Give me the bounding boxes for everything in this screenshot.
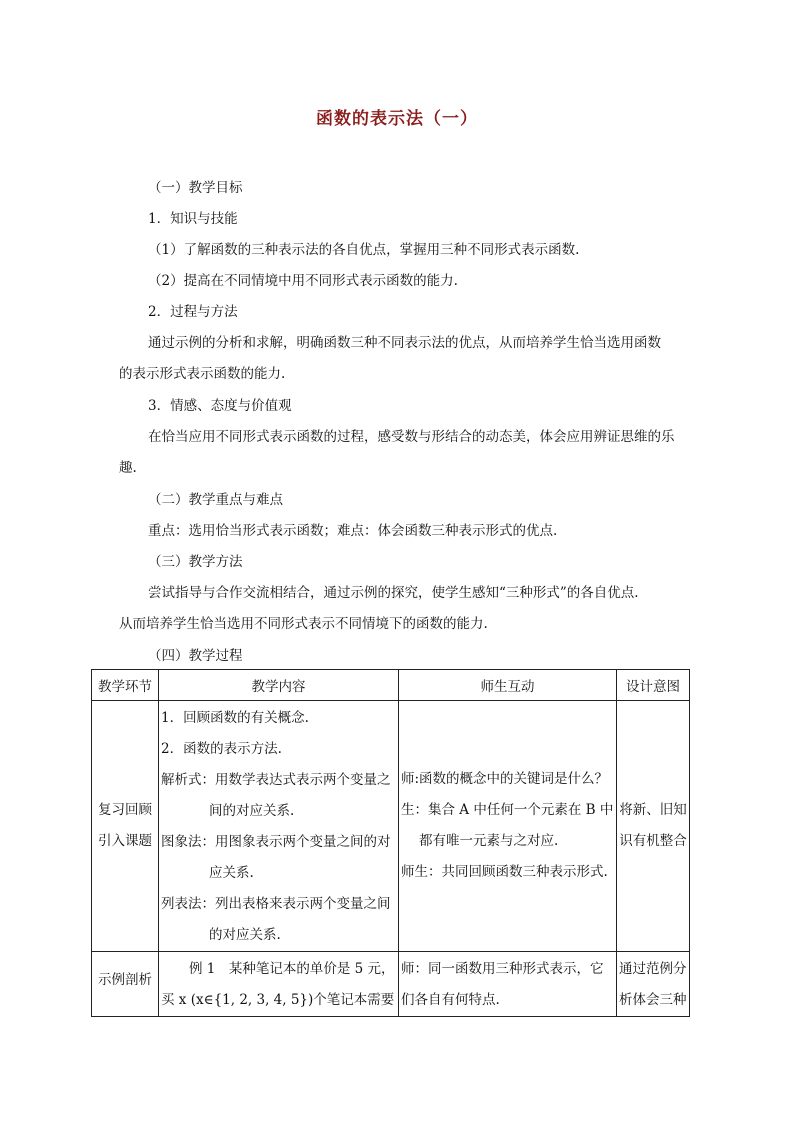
- paragraph-continuation: 趣.: [119, 460, 137, 476]
- paragraph: （2）提高在不同情境中用不同形式表示函数的能力.: [148, 273, 458, 289]
- interaction-line: 师：同一函数用三种形式表示，它: [401, 961, 604, 977]
- interaction-line: 师生：共同回顾函数三种表示形式.: [401, 864, 608, 880]
- interaction-line: 生：集合 A 中任何一个元素在 B 中: [401, 802, 614, 818]
- intent-line: 将新、旧知: [619, 802, 687, 818]
- content-line: 图象法：用图象表示两个变量之间的对: [161, 834, 391, 850]
- content-line: 例 1 某种笔记本的单价是 5 元，: [189, 961, 395, 977]
- content-line: 2．函数的表示方法.: [161, 741, 282, 757]
- content-line: 买 x (x∈{1, 2, 3, 4, 5})个笔记本需要: [161, 992, 395, 1008]
- content-cell: [159, 952, 399, 1017]
- content-line: 间的对应关系.: [209, 803, 295, 819]
- content-cell: [159, 701, 399, 952]
- section-heading-key-points: （二）教学重点与难点: [148, 492, 283, 508]
- content-line: 列表法：列出表格来表示两个变量之间: [161, 896, 391, 912]
- content-line: 解析式：用数学表达式表示两个变量之: [161, 772, 391, 788]
- paragraph: 在恰当应用不同形式表示函数的过程，感受数与形结合的动态美，体会应用辨证思维的乐: [148, 429, 675, 445]
- stage-label: 引入课题: [98, 833, 152, 849]
- intent-line: 识有机整合: [619, 833, 687, 849]
- intent-cell: [617, 701, 690, 952]
- subheading-process-methods: 2．过程与方法: [148, 304, 238, 320]
- section-heading-process: （四）教学过程: [148, 648, 243, 664]
- intent-line: 析体会三种: [619, 992, 687, 1008]
- section-heading-methods: （三）教学方法: [148, 554, 243, 570]
- table-row: [92, 952, 690, 1017]
- content-line: 的对应关系.: [209, 927, 281, 943]
- content-line: 应关系.: [209, 865, 254, 881]
- interaction-cell: [399, 701, 617, 952]
- header-intent: 设计意图: [617, 670, 690, 701]
- paragraph: 尝试指导与合作交流相结合，通过示例的探究，使学生感知“三种形式”的各自优点.: [148, 585, 639, 601]
- paragraph: （1）了解函数的三种表示法的各自优点，掌握用三种不同形式表示函数.: [148, 242, 580, 258]
- content-line: 1．回顾函数的有关概念.: [161, 710, 309, 726]
- interaction-line: 都有唯一元素与之对应.: [419, 833, 559, 849]
- paragraph-continuation: 的表示形式表示函数的能力.: [119, 366, 286, 382]
- interaction-line: 们各自有何特点.: [401, 992, 500, 1008]
- intent-line: 通过范例分: [619, 961, 687, 977]
- document-title: 函数的表示法（一）: [316, 109, 478, 129]
- paragraph-continuation: 从而培养学生恰当选用不同形式表示不同情境下的函数的能力.: [119, 616, 488, 632]
- paragraph: 通过示例的分析和求解，明确函数三种不同表示法的优点，从而培养学生恰当选用函数: [148, 335, 661, 351]
- stage-label: 复习回顾: [98, 802, 152, 818]
- stage-cell: [92, 701, 159, 952]
- section-heading-objectives: （一）教学目标: [148, 180, 243, 196]
- intent-cell: [617, 952, 690, 1017]
- interaction-line: 师:函数的概念中的关键词是什么？: [401, 771, 609, 787]
- header-content: 教学内容: [159, 670, 399, 701]
- header-interaction: 师生互动: [399, 670, 617, 701]
- subheading-emotion-values: 3．情感、态度与价值观: [148, 398, 292, 414]
- stage-label: 示例剖析: [98, 972, 152, 988]
- teaching-process-table: [91, 669, 690, 1017]
- header-stage: 教学环节: [92, 670, 159, 701]
- table-row: [92, 701, 690, 952]
- paragraph: 重点：选用恰当形式表示函数；难点：体会函数三种表示形式的优点.: [148, 523, 558, 539]
- interaction-cell: [399, 952, 617, 1017]
- subheading-knowledge-skills: 1．知识与技能: [148, 211, 238, 227]
- table-header-row: [92, 670, 690, 701]
- stage-cell: [92, 952, 159, 1017]
